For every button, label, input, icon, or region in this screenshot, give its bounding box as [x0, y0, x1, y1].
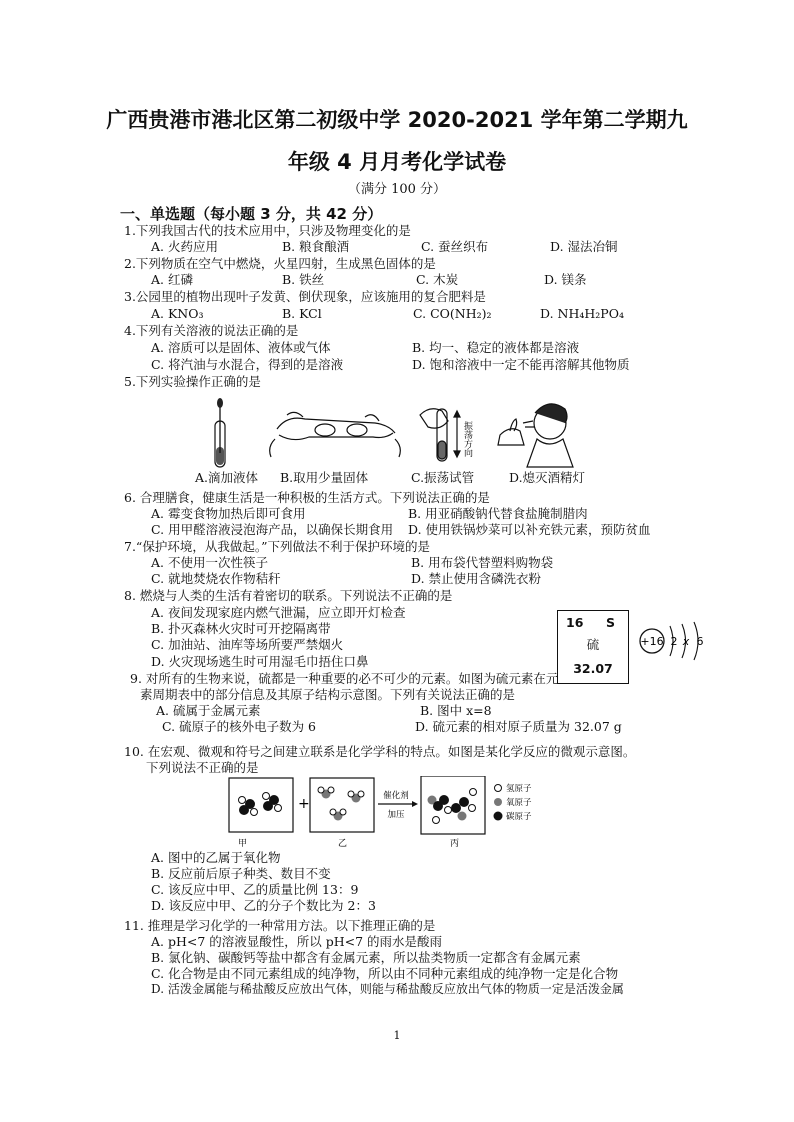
plus-sign: +: [298, 796, 310, 812]
q6-option-a: A. 霉变食物加热后即可食用: [151, 506, 306, 521]
q4-option-a: A. 溶质可以是固体、液体或气体: [151, 340, 331, 355]
q5-illustrations: [195, 395, 590, 470]
atom-shell2-electrons: x: [682, 635, 690, 648]
legend-hydrogen-atom-icon: [495, 785, 502, 792]
section-heading: 一、单选题（每小题 3 分，共 42 分）: [120, 205, 383, 223]
q11-option-b: B. 氯化钠、碳酸钙等盐中都含有金属元素，所以盐类物质一定都含有金属元素: [151, 950, 581, 965]
atom-nucleus-charge: +16: [640, 635, 664, 648]
q11-option-a: A. pH<7 的溶液显酸性，所以 pH<7 的雨水是酸雨: [151, 934, 443, 949]
shaking-test-tube-icon: [420, 409, 460, 461]
q1-option-d: D. 湿法冶铜: [550, 239, 618, 254]
q11-option-c: C. 化合物是由不同元素组成的纯净物，所以由不同种元素组成的纯净物一定是化合物: [151, 966, 619, 981]
q6-option-c: C. 用甲醛溶液浸泡海产品，以确保长期食用: [151, 522, 394, 537]
q7-option-b: B. 用布袋代替塑料购物袋: [411, 555, 554, 570]
molecule-yi: [318, 787, 364, 821]
legend-oxygen-atom-icon: [494, 798, 502, 806]
q2-option-a: A. 红磷: [151, 272, 193, 287]
q1-stem: 1.下列我国古代的技术应用中，只涉及物理变化的是: [124, 223, 411, 238]
q3-option-d: D. NH₄H₂PO₄: [540, 306, 624, 321]
q11-option-d: D. 活泼金属能与稀盐酸反应放出气体，则能与稀盐酸反应放出气体的物质一定是活泼金属: [151, 982, 624, 996]
reaction-condition-catalyst: 催化剂: [383, 791, 409, 801]
q3-option-b: B. KCl: [282, 306, 322, 321]
element-name: 硫: [586, 637, 600, 652]
q7-option-a: A. 不使用一次性筷子: [151, 555, 268, 570]
q6-option-d: D. 使用铁锅炒菜可以补充铁元素，预防贫血: [408, 522, 651, 537]
q10-option-c: C. 该反应中甲、乙的质量比例 13：9: [151, 882, 359, 897]
q9-option-b: B. 图中 x=8: [420, 703, 492, 718]
q4-stem: 4.下列有关溶液的说法正确的是: [124, 323, 299, 338]
legend-carbon-label: 碳原子: [506, 812, 532, 822]
exam-title-line2: 年级 4 月月考化学试卷: [287, 150, 507, 174]
sulfur-atom-structure-diagram: [636, 616, 708, 666]
q8-option-c: C. 加油站、油库等场所要严禁烟火: [151, 637, 344, 652]
reaction-condition-pressure: 加压: [387, 810, 405, 820]
reactant-box-jia: [229, 778, 293, 832]
q5-option-b: B.取用少量固体: [280, 470, 369, 485]
q1-option-c: C. 蚕丝织布: [421, 239, 489, 254]
q10-stem-line1: 10. 在宏观、微观和符号之间建立联系是化学学科的特点。如图是某化学反应的微观示意图。: [124, 744, 636, 759]
q7-option-d: D. 禁止使用含磷洗衣粉: [411, 571, 542, 586]
molecule-jia: [239, 793, 282, 816]
q6-stem: 6. 合理膳食，健康生活是一种积极的生活方式。下列说法正确的是: [124, 490, 490, 505]
dropper-test-tube-icon: [215, 398, 225, 467]
q5-option-c: C.振荡试管: [411, 470, 475, 485]
q11-stem: 11. 推理是学习化学的一种常用方法。以下推理正确的是: [124, 918, 436, 933]
q5-option-d: D.熄灭酒精灯: [509, 470, 586, 485]
q9-option-d: D. 硫元素的相对原子质量为 32.07 g: [415, 719, 622, 734]
q4-option-c: C. 将汽油与水混合，得到的是溶液: [151, 357, 344, 372]
full-score: （满分 100 分）: [347, 182, 447, 197]
legend-hydrogen-label: 氢原子: [506, 784, 532, 794]
q10-stem-line2: 下列说法不正确的是: [146, 760, 259, 775]
element-mass: 32.07: [573, 661, 613, 676]
q3-stem: 3.公园里的植物出现叶子发黄、倒伏现象，应该施用的复合肥料是: [124, 289, 486, 304]
q8-option-a: A. 夜间发现家庭内燃气泄漏，应立即开灯检查: [151, 605, 406, 620]
q7-stem: 7.“保护环境，从我做起。”下列做法不利于保护环境的是: [124, 539, 430, 554]
shake-direction-label: 振荡方向: [462, 421, 472, 457]
molecule-bing: [428, 789, 477, 824]
q4-option-d: D. 饱和溶液中一定不能再溶解其他物质: [412, 357, 630, 372]
reaction-micro-diagram: [228, 776, 573, 848]
q2-option-c: C. 木炭: [416, 272, 459, 287]
q7-option-c: C. 就地焚烧农作物秸秆: [151, 571, 281, 586]
q2-stem: 2.下列物质在空气中燃烧，火星四射，生成黑色固体的是: [124, 256, 436, 271]
q10-option-b: B. 反应前后原子种类、数目不变: [151, 866, 331, 881]
q8-stem: 8. 燃烧与人类的生活有着密切的联系。下列说法不正确的是: [124, 588, 453, 603]
q4-option-b: B. 均一、稳定的液体都是溶液: [412, 340, 580, 355]
legend-oxygen-label: 氧原子: [506, 798, 532, 808]
q6-option-b: B. 用亚硝酸钠代替食盐腌制腊肉: [408, 506, 588, 521]
q5-stem: 5.下列实验操作正确的是: [124, 374, 261, 389]
legend-carbon-atom-icon: [494, 812, 503, 821]
q1-option-a: A. 火药应用: [151, 239, 218, 254]
exam-title-line1: 广西贵港市港北区第二初级中学 2020-2021 学年第二学期九: [106, 108, 688, 132]
q8-option-d: D. 火灾现场逃生时可用湿毛巾捂住口鼻: [151, 654, 369, 669]
element-number: 16: [566, 615, 584, 630]
box-caption-yi: 乙: [338, 839, 348, 848]
box-caption-bing: 丙: [450, 839, 460, 848]
q2-option-d: D. 镁条: [544, 272, 587, 287]
q9-option-a: A. 硫属于金属元素: [156, 703, 261, 718]
box-caption-jia: 甲: [238, 839, 248, 848]
atom-shell3-electrons: 6: [696, 635, 704, 648]
person-blowing-lamp-icon: [498, 404, 573, 467]
q9-stem-line1: 9. 对所有的生物来说，硫都是一种重要的必不可少的元素。如图为硫元素在元: [130, 671, 559, 686]
q9-option-c: C. 硫原子的核外电子数为 6: [162, 719, 316, 734]
atom-shell1-electrons: 2: [670, 635, 678, 648]
reactant-box-yi: [310, 778, 374, 832]
q3-option-a: A. KNO₃: [151, 306, 204, 321]
page-number: 1: [393, 1029, 401, 1042]
q2-option-b: B. 铁丝: [282, 272, 325, 287]
q3-option-c: C. CO(NH₂)₂: [413, 306, 492, 321]
q5-option-a: A.滴加液体: [195, 470, 259, 485]
element-symbol: S: [606, 615, 616, 630]
q9-stem-line2: 素周期表中的部分信息及其原子结构示意图。下列有关说法正确的是: [140, 687, 516, 702]
q1-option-b: B. 粮食酿酒: [282, 239, 350, 254]
q8-option-b: B. 扑灭森林火灾时可开挖隔离带: [151, 621, 331, 636]
q10-option-d: D. 该反应中甲、乙的分子个数比为 2：3: [151, 898, 376, 913]
hands-paper-strip-icon: [270, 412, 401, 457]
element-card: [557, 610, 629, 684]
q10-option-a: A. 图中的乙属于氧化物: [151, 850, 281, 865]
